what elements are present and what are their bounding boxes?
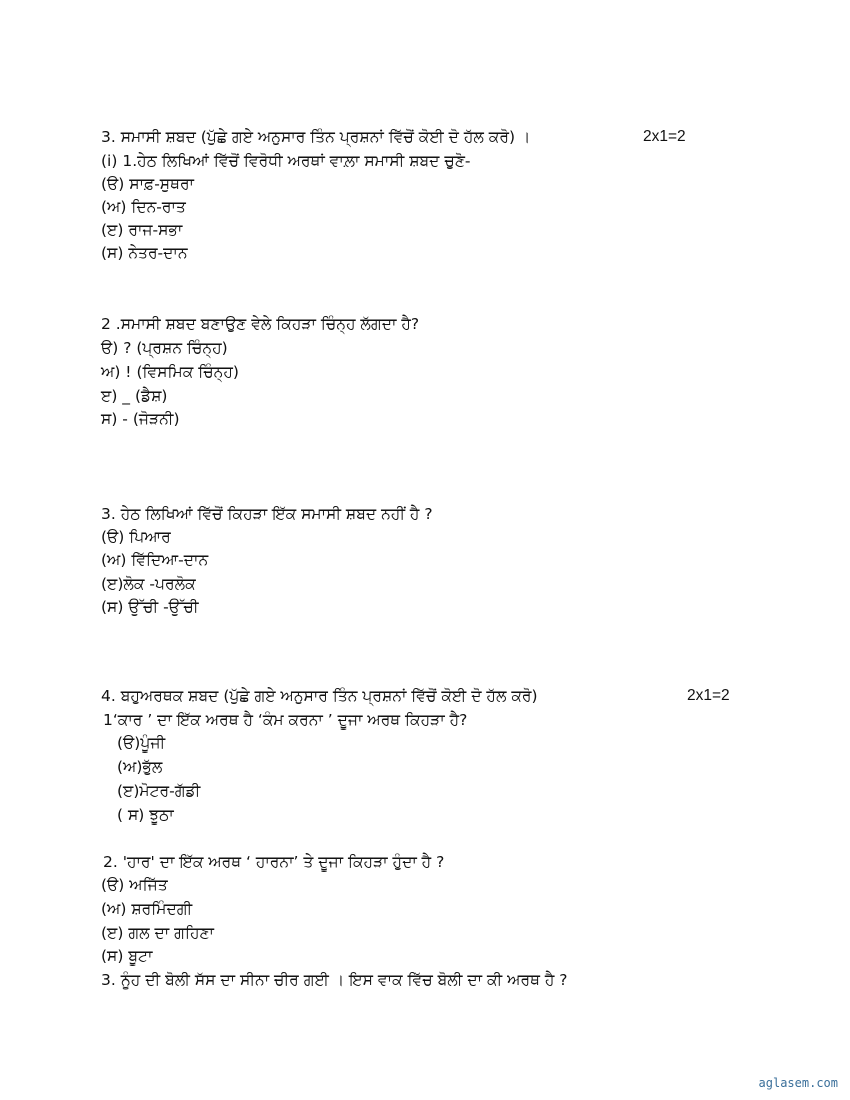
s3-q3-option-c: (ੲ)ਲੋਕ -ਪਰਲੋਕ [101,575,196,593]
s4-q1-option-c: (ੲ)ਮੋਟਰ-ਗੱਡੀ [117,782,201,800]
watermark: aglasem.com [758,1076,838,1090]
section-4-marks: 2x1=2 [687,687,730,704]
s3-q2-option-a: ੳ) ? (ਪ੍ਰਸ਼ਨ ਚਿੰਨ੍ਹ) [101,339,228,357]
s3-q1-option-b: (ਅ) ਦਿਨ-ਰਾਤ [101,198,186,216]
s3-q2-text: 2 .ਸਮਾਸੀ ਸ਼ਬਦ ਬਣਾਉਣ ਵੇਲੇ ਕਿਹੜਾ ਚਿੰਨ੍ਹ ਲੱਗਦਾ ਹੈ? [101,315,420,333]
s4-q2-option-a: (ੳ) ਅਜਿੱਤ [101,876,168,894]
s3-q3-option-d: (ਸ) ਉੱਚੀ -ਉੱਚੀ [101,598,199,616]
s3-q2-option-d: ਸ) - (ਜੋੜਨੀ) [101,410,180,428]
s3-q2-option-c: ੲ) _ (ਡੈਸ਼) [101,387,168,405]
s4-q2-text: 2. 'ਹਾਰ' ਦਾ ਇੱਕ ਅਰਥ ‘ ਹਾਰਨਾ’ ਤੇ ਦੂਜਾ ਕਿਹੜਾ ਹੁੰਦਾ ਹੈ ? [103,853,445,871]
s4-q1-option-b: (ਅ)ਭੁੱਲ [117,758,163,776]
s3-q1-option-c: (ੲ) ਰਾਜ-ਸਭਾ [101,221,183,239]
s3-q1-option-a: (ੳ) ਸਾਫ਼-ਸੁਥਰਾ [101,175,194,193]
s4-q1-option-d: ( ਸ) ਝੂਠਾ [117,806,174,824]
section-4-heading: 4. ਬਹੁਅਰਥਕ ਸ਼ਬਦ (ਪੁੱਛੇ ਗਏ ਅਨੁਸਾਰ ਤਿੰਨ ਪ੍ਰਸ਼ਨਾਂ ਵਿੱਚੋਂ ਕੋਈ ਦੋ ਹੱਲ ਕਰੋ) [101,687,538,705]
s3-q3-option-b: (ਅ) ਵਿੱਦਿਆ-ਦਾਨ [101,551,209,569]
s3-q2-option-b: ਅ) ! (ਵਿਸਮਿਕ ਚਿੰਨ੍ਹ) [101,363,239,381]
s4-q2-option-d: (ਸ) ਬੂਟਾ [101,947,153,965]
s4-q3-text: 3. ਨੂੰਹ ਦੀ ਬੋਲੀ ਸੱਸ ਦਾ ਸੀਨਾ ਚੀਰ ਗਈ । ਇਸ ਵਾਕ ਵਿੱਚ ਬੋਲੀ ਦਾ ਕੀ ਅਰਥ ਹੈ ? [101,971,568,989]
section-3-marks: 2x1=2 [643,128,686,145]
section-3-heading: 3. ਸਮਾਸੀ ਸ਼ਬਦ (ਪੁੱਛੇ ਗਏ ਅਨੁਸਾਰ ਤਿੰਨ ਪ੍ਰਸ਼ਨਾਂ ਵਿੱਚੋਂ ਕੋਈ ਦੋ ਹੱਲ ਕਰੋ) । [101,128,531,146]
s3-q1-text: (i) 1.ਹੇਠ ਲਿਖਿਆਂ ਵਿੱਚੋਂ ਵਿਰੋਧੀ ਅਰਥਾਂ ਵਾਲ਼ਾ ਸਮਾਸੀ ਸ਼ਬਦ ਚੁਣੋ- [101,152,471,170]
s4-q2-option-c: (ੲ) ਗਲ ਦਾ ਗਹਿਣਾ [101,924,214,942]
s4-q2-option-b: (ਅ) ਸ਼ਰਮਿੰਦਗੀ [101,900,193,918]
s3-q1-option-d: (ਸ) ਨੇਤਰ-ਦਾਨ [101,244,188,262]
s3-q3-option-a: (ੳ) ਪਿਆਰ [101,528,171,546]
s4-q1-option-a: (ੳ)ਪੂੰਜੀ [117,734,166,752]
s4-q1-text: 1‘ਕਾਰ ’ ਦਾ ਇੱਕ ਅਰਥ ਹੈ ‘ਕੰਮ ਕਰਨਾ ’ ਦੂਜਾ ਅਰਥ ਕਿਹੜਾ ਹੈ? [103,711,468,729]
s3-q3-text: 3. ਹੇਠ ਲਿਖਿਆਂ ਵਿੱਚੋਂ ਕਿਹੜਾ ਇੱਕ ਸਮਾਸੀ ਸ਼ਬਦ ਨਹੀਂ ਹੈ ? [101,505,433,523]
